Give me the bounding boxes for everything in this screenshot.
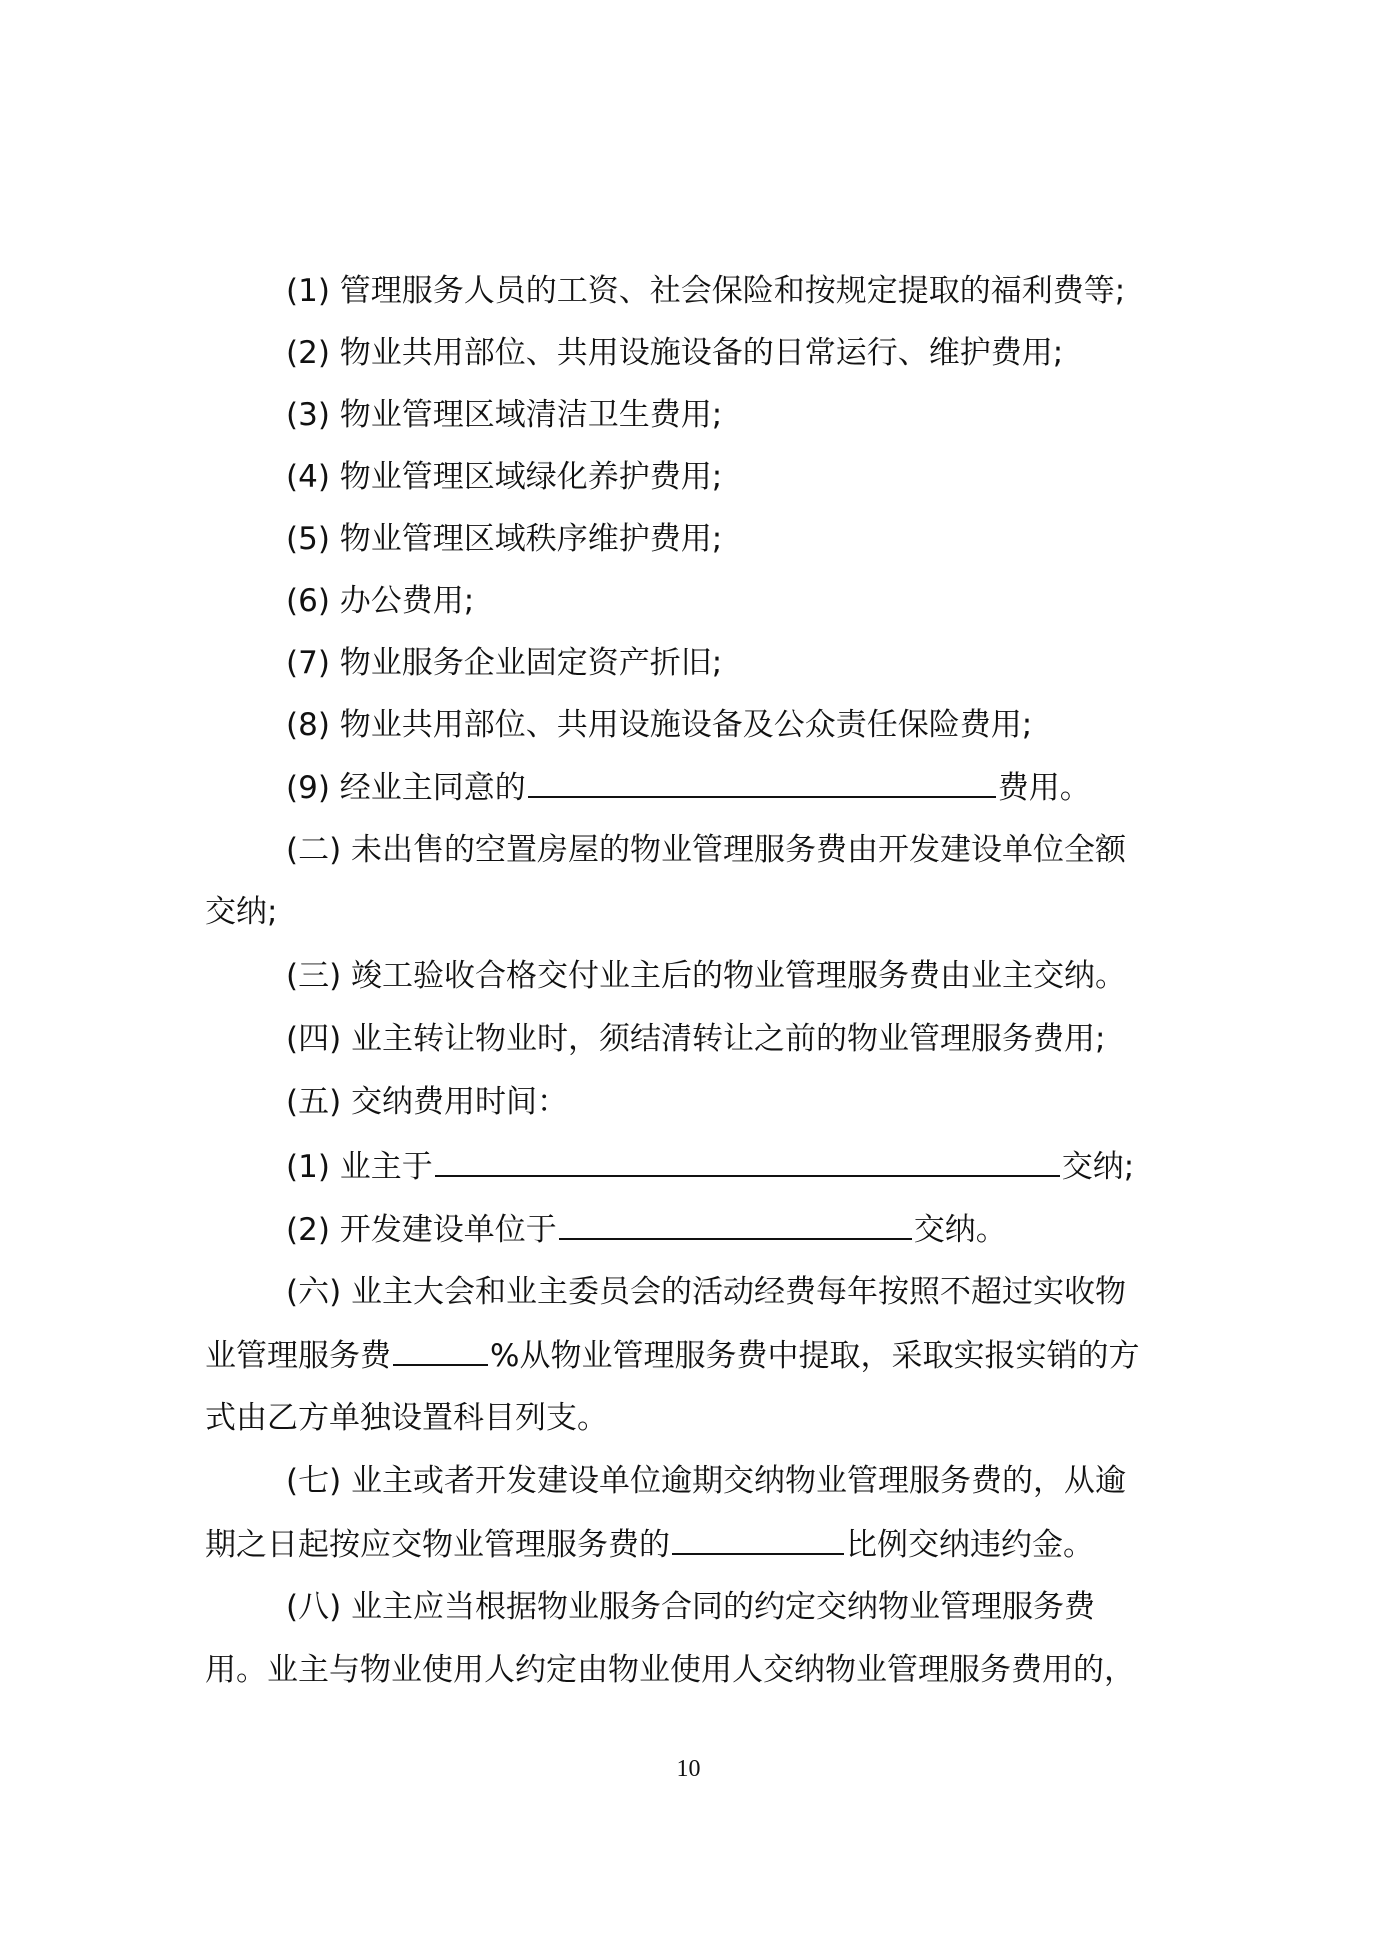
paragraph-2-line-1: (二) 未出售的空置房屋的物业管理服务费由开发建设单位全额 [286, 832, 1127, 868]
paragraph-6-line-2-text: 业管理服务费 [205, 1338, 391, 1374]
fill-in-blank [672, 1523, 844, 1555]
paragraph-7-line-2-text: 期之日起按应交物业管理服务费的 [205, 1527, 670, 1563]
list-item-9-text: (9) 经业主同意的 [286, 770, 526, 806]
list-item-9-suffix: 费用。 [997, 770, 1091, 806]
payment-developer-text: (2) 开发建设单位于 [286, 1212, 557, 1248]
list-item-8: (8) 物业共用部位、共用设施设备及公众责任保险费用; [286, 707, 1033, 743]
page-number: 10 [676, 1756, 701, 1782]
fill-in-blank [393, 1334, 488, 1366]
list-item-2: (2) 物业共用部位、共用设施设备的日常运行、维护费用; [286, 335, 1064, 371]
list-item-3: (3) 物业管理区域清洁卫生费用; [286, 397, 723, 433]
paragraph-8-line-1: (八) 业主应当根据物业服务合同的约定交纳物业管理服务费 [286, 1589, 1096, 1625]
list-item-7: (7) 物业服务企业固定资产折旧; [286, 645, 723, 681]
paragraph-7-line-1: (七) 业主或者开发建设单位逾期交纳物业管理服务费的，从逾 [286, 1463, 1127, 1499]
paragraph-2-line-2: 交纳; [205, 894, 278, 930]
paragraph-4: (四) 业主转让物业时，须结清转让之前的物业管理服务费用; [286, 1021, 1106, 1057]
fill-in-blank [435, 1145, 1060, 1177]
list-item-9 [286, 766, 1180, 809]
paragraph-7-line-2-suffix: 比例交纳违约金。 [846, 1527, 1094, 1563]
payment-owner-text: (1) 业主于 [286, 1149, 433, 1185]
list-item-5: (5) 物业管理区域秩序维护费用; [286, 521, 723, 557]
payment-developer-suffix: 交纳。 [913, 1212, 1007, 1248]
paragraph-8-line-2: 用。业主与物业使用人约定由物业使用人交纳物业管理服务费用的， [205, 1652, 1135, 1688]
paragraph-6-line-2-suffix: %从物业管理服务费中提取，采取实报实销的方 [490, 1338, 1140, 1374]
payment-owner-line [286, 1145, 1180, 1188]
payment-owner-suffix: 交纳; [1061, 1149, 1135, 1185]
paragraph-3: (三) 竣工验收合格交付业主后的物业管理服务费由业主交纳。 [286, 958, 1127, 994]
fill-in-blank [559, 1208, 912, 1240]
paragraph-6-line-3: 式由乙方单独设置科目列支。 [205, 1400, 608, 1436]
fill-in-blank [528, 766, 996, 798]
list-item-1: (1) 管理服务人员的工资、社会保险和按规定提取的福利费等; [286, 273, 1126, 309]
payment-developer-line [286, 1208, 1180, 1251]
paragraph-5: (五) 交纳费用时间： [286, 1084, 569, 1120]
paragraph-6-line-1: (六) 业主大会和业主委员会的活动经费每年按照不超过实收物 [286, 1274, 1127, 1310]
list-item-4: (4) 物业管理区域绿化养护费用; [286, 459, 723, 495]
paragraph-6-line-2 [205, 1334, 1180, 1377]
list-item-6: (6) 办公费用; [286, 583, 475, 619]
paragraph-7-line-2 [205, 1523, 1180, 1566]
